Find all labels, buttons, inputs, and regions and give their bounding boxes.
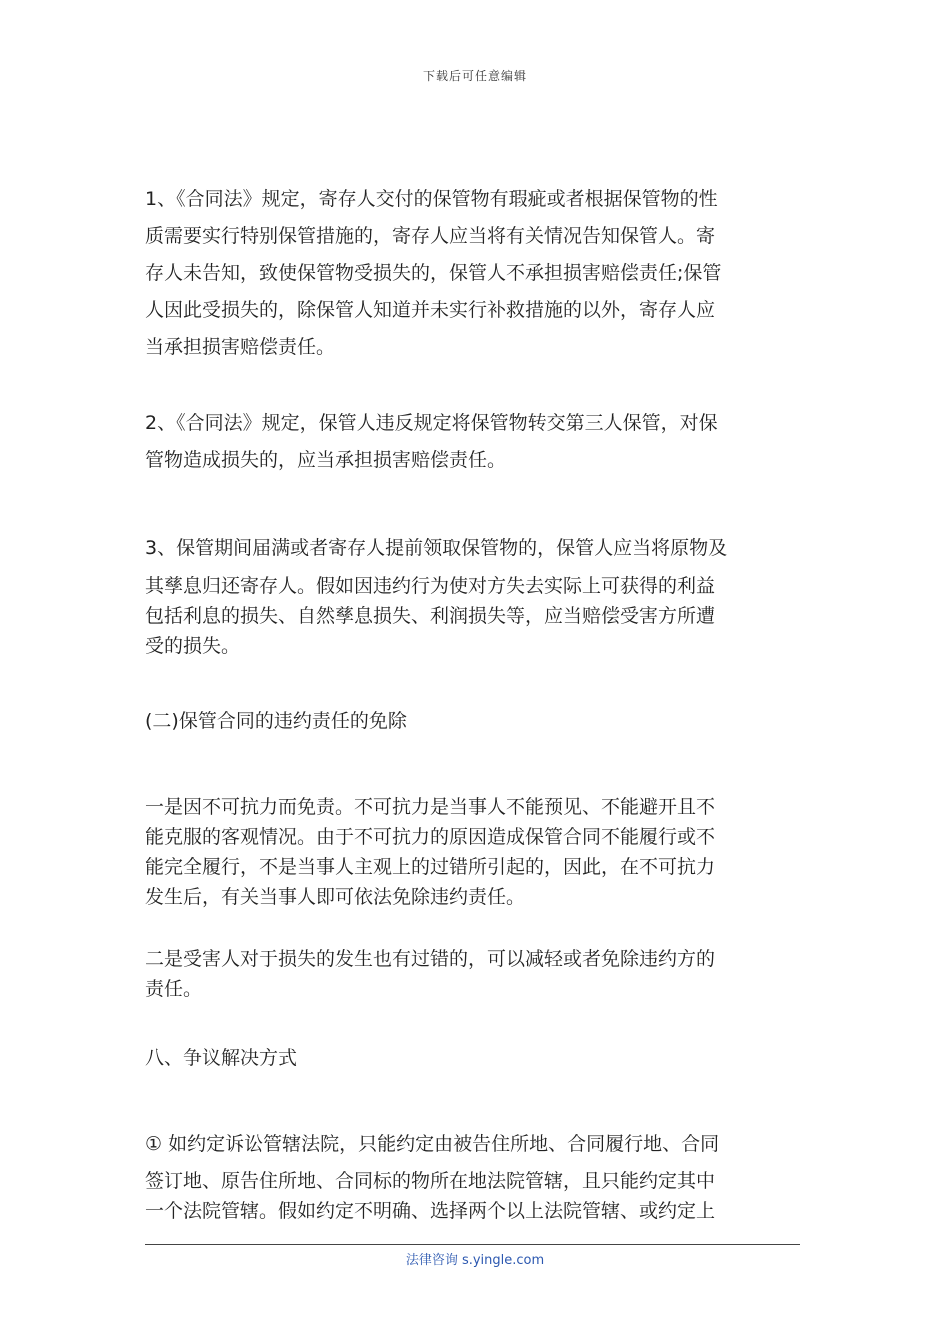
heading-text: 八、争议解决方式 [145, 1047, 298, 1069]
paragraph-victim-fault [145, 944, 807, 1004]
paragraph-line: 签订地、原告住所地、合同标的物所在地法院管辖，且只能约定其中 [145, 1170, 716, 1192]
paragraph-transfer-third-party [145, 408, 807, 482]
paragraph-line: 发生后，有关当事人即可依法免除违约责任。 [145, 886, 526, 908]
section-heading-dispute [145, 1043, 807, 1073]
heading-text: (二)保管合同的违约责任的免除 [145, 710, 407, 732]
paragraph-jurisdiction [145, 1129, 807, 1233]
footer-link[interactable]: 法律咨询 s.yingle.com [405, 1253, 545, 1268]
paragraph-line: 能克服的客观情况。由于不可抗力的原因造成保管合同不能履行或不 [145, 826, 716, 848]
paragraph-line: 人因此受损失的，除保管人知道并未实行补救措施的以外，寄存人应 [145, 299, 716, 321]
paragraph-line: 质需要实行特别保管措施的，寄存人应当将有关情况告知保管人。寄 [145, 225, 716, 247]
paragraph-line: 受的损失。 [145, 635, 241, 657]
footer-divider [145, 1244, 800, 1245]
paragraph-line: 其孳息归还寄存人。假如因违约行为使对方失去实际上可获得的利益 [145, 575, 716, 597]
paragraph-line: 存人未告知，致使保管物受损失的，保管人不承担损害赔偿责任;保管 [145, 262, 722, 284]
paragraph-return-property [145, 533, 807, 661]
page-header: 下载后可任意编辑 [422, 69, 527, 83]
paragraph-line: 当承担损害赔偿责任。 [145, 336, 336, 358]
paragraph-line: 二是受害人对于损失的发生也有过错的，可以减轻或者免除违约方的 [145, 948, 716, 970]
paragraph-line: 包括利息的损失、自然孳息损失、利润损失等，应当赔偿受害方所遭 [145, 605, 716, 627]
paragraph-line: ① 如约定诉讼管辖法院，只能约定由被告住所地、合同履行地、合同 [145, 1133, 720, 1155]
paragraph-line: 1、《合同法》规定，寄存人交付的保管物有瑕疵或者根据保管物的性 [145, 188, 718, 210]
section-heading-exemption [145, 706, 807, 736]
paragraph-line: 能完全履行，不是当事人主观上的过错所引起的，因此，在不可抗力 [145, 856, 716, 878]
paragraph-line: 管物造成损失的，应当承担损害赔偿责任。 [145, 449, 507, 471]
paragraph-line: 3、保管期间届满或者寄存人提前领取保管物的，保管人应当将原物及 [145, 537, 728, 559]
paragraph-line: 一是因不可抗力而免责。不可抗力是当事人不能预见、不能避开且不 [145, 796, 716, 818]
paragraph-force-majeure [145, 792, 807, 912]
paragraph-line: 责任。 [145, 978, 203, 1000]
paragraph-storage-defect [145, 184, 807, 369]
paragraph-line: 2、《合同法》规定，保管人违反规定将保管物转交第三人保管，对保 [145, 412, 718, 434]
paragraph-line: 一个法院管辖。假如约定不明确、选择两个以上法院管辖、或约定上 [145, 1200, 716, 1222]
